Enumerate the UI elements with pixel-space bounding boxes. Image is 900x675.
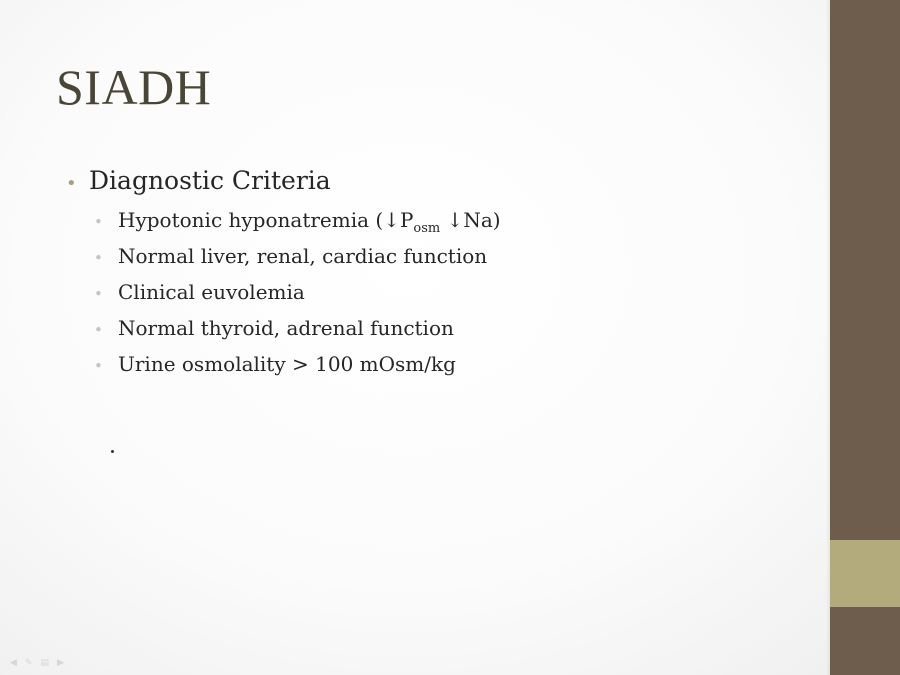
slideshow-controls[interactable]: [10, 658, 64, 668]
bullet-dot-icon: •: [94, 357, 103, 375]
sub-bullet-urine-osmolality: [94, 352, 806, 388]
bullet-dot-icon: •: [94, 249, 103, 267]
theme-sidebar-accent: [830, 540, 900, 607]
sub-bullet-text: Clinical euvolemia: [118, 280, 305, 304]
sub-bullet-hypotonic-hyponatremia: [94, 208, 806, 244]
stray-dot: [111, 450, 114, 453]
sub-bullet-euvolemia: [94, 280, 806, 316]
hypotonic-text: Hypotonic hyponatremia (↓P: [118, 208, 414, 232]
previous-slide-icon[interactable]: ◀: [10, 658, 17, 668]
bullet-diagnostic-criteria: [66, 166, 806, 202]
sub-bullet-organ-function: [94, 244, 806, 280]
sub-bullet-text: [118, 208, 501, 236]
hypotonic-suffix: ↓Na): [440, 208, 501, 232]
bullet-dot-icon: •: [94, 213, 103, 231]
sub-bullet-text: Urine osmolality > 100 mOsm/kg: [118, 352, 456, 376]
slide-title: SIADH: [56, 59, 212, 115]
bullet-dot-icon: •: [94, 285, 103, 303]
sub-bullet-text: Normal liver, renal, cardiac function: [118, 244, 488, 268]
slide-menu-icon[interactable]: ▤: [40, 658, 49, 668]
sub-bullet-thyroid-adrenal: [94, 316, 806, 352]
bullet-text: Diagnostic Criteria: [89, 166, 331, 195]
slide-content: [66, 166, 806, 388]
sub-bullet-list: [94, 208, 806, 388]
bullet-dot-icon: •: [66, 173, 77, 194]
bullet-dot-icon: •: [94, 321, 103, 339]
pen-tool-icon[interactable]: ✎: [24, 658, 33, 668]
next-slide-icon[interactable]: ▶: [56, 658, 64, 668]
sub-bullet-text: Normal thyroid, adrenal function: [118, 316, 454, 340]
subscript-osm: osm: [413, 221, 441, 236]
